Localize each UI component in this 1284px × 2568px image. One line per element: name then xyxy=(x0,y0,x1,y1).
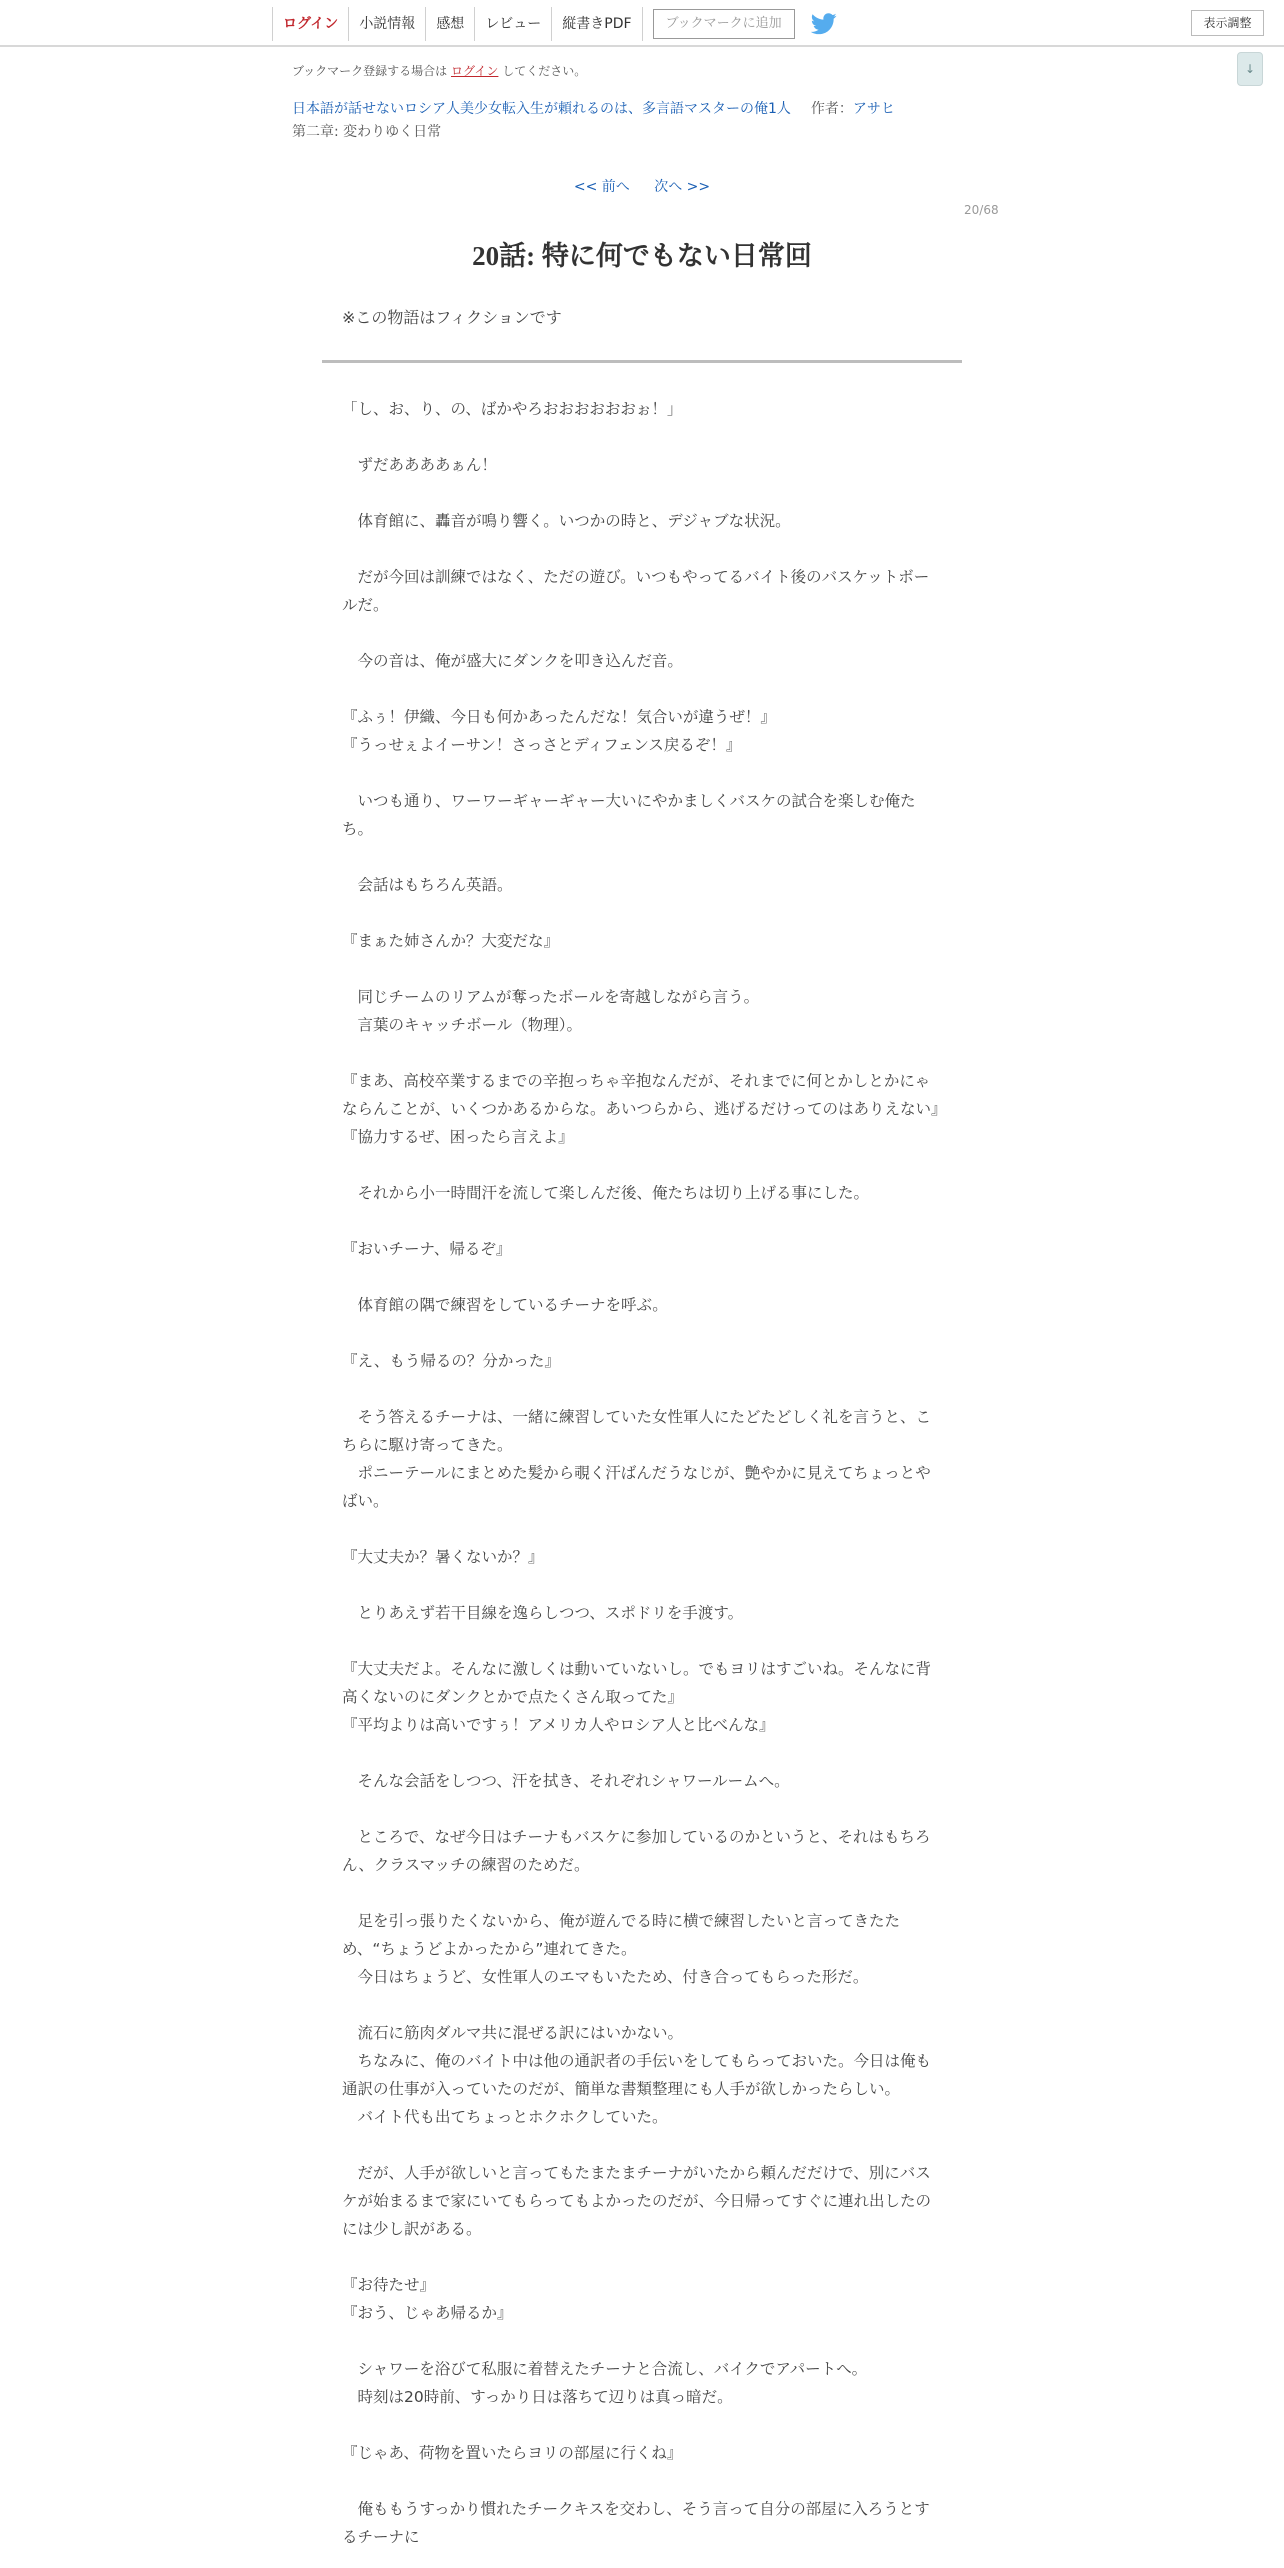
body-line: 「し、お、り、の、ばかやろおおおおおおぉ！」 xyxy=(342,400,683,418)
body-line xyxy=(342,1795,942,1823)
body-line: そう答えるチーナは、一緒に練習していた女性軍人にたどたどしく礼を言うと、こちらに駆け寄ってきた。 xyxy=(342,1408,932,1454)
body-line: 同じチームのリアムが奪ったボールを寄越しながら言う。 xyxy=(342,988,760,1006)
body-line: いつも通り、ワーワーギャーギャー大いにやかましくバスケの試合を楽しむ俺たち。 xyxy=(342,792,916,838)
bookmark-note-before: ブックマーク登録する場合は xyxy=(292,64,448,78)
nav-novel-info-link[interactable]: 小説情報 xyxy=(348,7,425,41)
body-line: 『おう、じゃあ帰るか』 xyxy=(342,2304,513,2322)
body-line xyxy=(342,423,942,451)
novel-body xyxy=(342,395,947,2551)
body-line: 体育館の隅で練習をしているチーナを呼ぶ。 xyxy=(342,1296,668,1314)
body-line: ポニーテールにまとめた髪から覗く汗ばんだうなじが、艶やかに見えてちょっとやばい。 xyxy=(342,1464,931,1510)
body-line: 『おいチーナ、帰るぞ』 xyxy=(342,1240,512,1258)
top-navigation-bar xyxy=(0,0,1284,47)
body-line xyxy=(342,1151,942,1179)
body-line xyxy=(342,1039,942,1067)
chapter-title: 第二章: 変わりゆく日常 xyxy=(292,124,442,140)
body-line xyxy=(342,1515,942,1543)
episode-title: 20話: 特に何でもない日常回 xyxy=(472,241,812,271)
twitter-icon[interactable] xyxy=(811,13,837,35)
body-line: 『協力するぜ、困ったら言えよ』 xyxy=(342,1128,574,1146)
nav-impressions-link[interactable]: 感想 xyxy=(425,7,474,41)
body-line xyxy=(342,1739,942,1767)
body-line xyxy=(342,759,942,787)
body-line: 『大丈夫か？暑くないか？』 xyxy=(342,1548,544,1566)
body-line: 体育館に、轟音が鳴り響く。いつかの時と、デジャブな状況。 xyxy=(342,512,791,530)
divider xyxy=(322,360,962,363)
main-nav xyxy=(272,7,837,41)
body-line: 足を引っ張りたくないから、俺が遊んでる時に横で練習したいと言ってきたため、“ちょうどよかったから”連れてきた。 xyxy=(342,1912,901,1958)
body-line xyxy=(342,2411,942,2439)
twitter-bird-icon xyxy=(811,13,837,35)
pager xyxy=(0,176,1284,196)
body-line: 『お待たせ』 xyxy=(342,2276,436,2294)
body-line: 会話はもちろん英語。 xyxy=(342,876,513,894)
body-line: 『平均よりは高いですぅ！アメリカ人やロシア人と比べんな』 xyxy=(342,1716,775,1734)
body-line xyxy=(342,1319,942,1347)
nav-vertical-pdf-link[interactable]: 縦書きPDF xyxy=(551,7,642,41)
body-line xyxy=(342,1207,942,1235)
body-line xyxy=(342,2243,942,2271)
body-line: 『まあ、高校卒業するまでの辛抱っちゃ辛抱なんだが、それまでに何とかしとかにゃならんことが、いくつかあるからな。あいつらから、逃げるだけってのはありえない』 xyxy=(342,1072,947,1118)
body-line: ずだああああぁん！ xyxy=(342,456,497,474)
body-line xyxy=(342,1991,942,2019)
body-line: 『え、もう帰るの？分かった』 xyxy=(342,1352,560,1370)
body-line xyxy=(342,619,942,647)
body-line: 今日はちょうど、女性軍人のエマもいたため、付き合ってもらった形だ。 xyxy=(342,1968,869,1986)
body-line xyxy=(342,2327,942,2355)
body-line: 『大丈夫だよ。そんなに激しくは動いていないし。でもヨリはすごいね。そんなに背高くないのにダンクとかで点たくさん取ってた』 xyxy=(342,1660,932,1706)
body-line: それから小一時間汗を流して楽しんだ後、俺たちは切り上げる事にした。 xyxy=(342,1184,870,1202)
body-line xyxy=(342,2467,942,2495)
author-link[interactable]: アサヒ xyxy=(852,101,895,117)
bookmark-add-button[interactable]: ブックマークに追加 xyxy=(653,9,795,39)
novel-header xyxy=(292,98,895,118)
body-line xyxy=(342,955,942,983)
author-label: 作者： xyxy=(810,101,853,117)
bookmark-note xyxy=(292,62,586,79)
nav-login-link[interactable]: ログイン xyxy=(272,7,348,41)
body-line xyxy=(342,2131,942,2159)
body-line xyxy=(342,1263,942,1291)
body-line: バイト代も出てちょっとホクホクしていた。 xyxy=(342,2108,668,2126)
body-line xyxy=(342,479,942,507)
prev-page-link[interactable]: << 前へ xyxy=(573,179,630,195)
body-line xyxy=(342,535,942,563)
body-line: ところで、なぜ今日はチーナもバスケに参加しているのかというと、それはもちろん、クラスマッチの練習のためだ。 xyxy=(342,1828,931,1874)
body-line xyxy=(342,1627,942,1655)
bookmark-note-after: してください。 xyxy=(502,64,587,78)
episode-preface: ※この物語はフィクションです xyxy=(342,308,562,327)
body-line xyxy=(342,1375,942,1403)
body-line: 『うっせぇよイーサン！さっさとディフェンス戻るぞ！』 xyxy=(342,736,742,754)
body-line: 俺ももうすっかり慣れたチークキスを交わし、そう言って自分の部屋に入ろうとするチーナに xyxy=(342,2500,930,2546)
body-line xyxy=(342,675,942,703)
body-line xyxy=(342,899,942,927)
body-line: 『まぁた姉さんか？大変だな』 xyxy=(342,932,560,950)
body-line xyxy=(342,1879,942,1907)
body-line: 言葉のキャッチボール（物理）。 xyxy=(342,1016,582,1034)
body-line: 『じゃあ、荷物を置いたらヨリの部屋に行くね』 xyxy=(342,2444,683,2462)
body-line xyxy=(342,1571,942,1599)
page-count: 20/68 xyxy=(964,203,999,217)
scroll-down-tab[interactable]: ↓ xyxy=(1237,52,1263,86)
next-page-link[interactable]: 次へ >> xyxy=(654,179,711,195)
body-line: だが今回は訓練ではなく、ただの遊び。いつもやってるバイト後のバスケットボールだ。 xyxy=(342,568,930,614)
nav-review-link[interactable]: レビュー xyxy=(474,7,551,41)
body-line xyxy=(342,843,942,871)
body-line: ちなみに、俺のバイト中は他の通訳者の手伝いをしてもらっておいた。今日は俺も通訳の仕事が入っていたのだが、簡単な書類整理にも人手が欲しかったらしい。 xyxy=(342,2052,932,2098)
body-line: そんな会話をしつつ、汗を拭き、それぞれシャワールームへ。 xyxy=(342,1772,790,1790)
bookmark-note-login-link[interactable]: ログイン xyxy=(451,64,499,78)
novel-title-link[interactable]: 日本語が話せないロシア人美少女転入生が頼れるのは、多言語マスターの俺1人 xyxy=(292,101,791,117)
body-line: だが、人手が欲しいと言ってもたまたまチーナがいたから頼んだだけで、別にバスケが始まるまで家にいてもらってもよかったのだが、今日帰ってすぐに連れ出したのには少し訳がある。 xyxy=(342,2164,932,2238)
body-line: 今の音は、俺が盛大にダンクを叩き込んだ音。 xyxy=(342,652,683,670)
body-line: とりあえず若干目線を逸らしつつ、スポドリを手渡す。 xyxy=(342,1604,744,1622)
body-line: 流石に筋肉ダルマ共に混ぜる訳にはいかない。 xyxy=(342,2024,684,2042)
body-line: 時刻は20時前、すっかり日は落ちて辺りは真っ暗だ。 xyxy=(342,2388,733,2406)
body-line: 『ふぅ！伊織、今日も何かあったんだな！気合いが違うぜ！』 xyxy=(342,708,776,726)
display-settings-button[interactable]: 表示調整 xyxy=(1191,10,1264,36)
body-line: シャワーを浴びて私服に着替えたチーナと合流し、バイクでアパートへ。 xyxy=(342,2360,868,2378)
